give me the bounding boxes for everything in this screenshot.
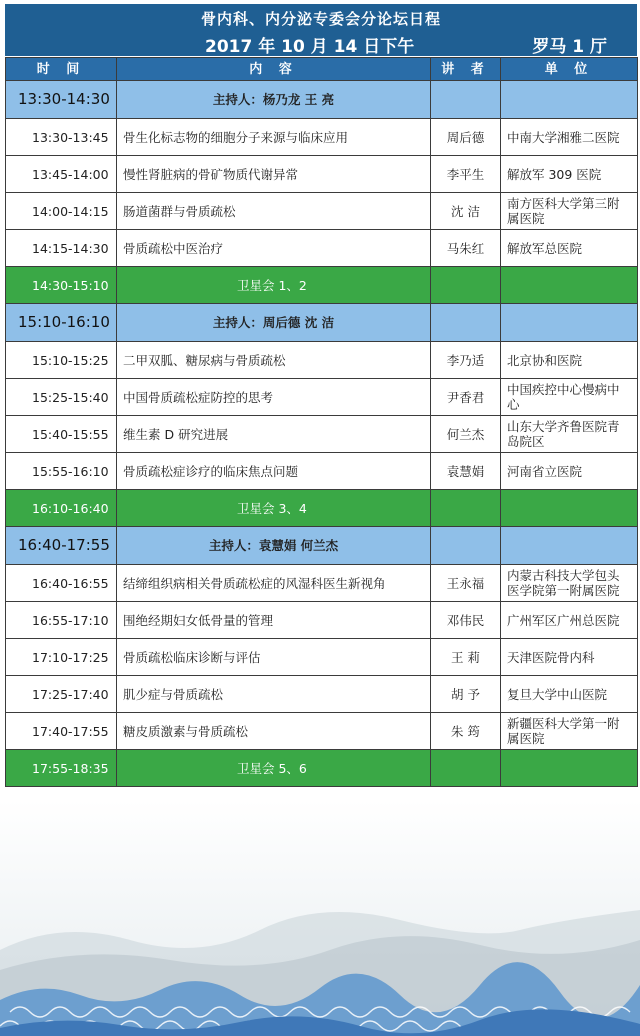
column-header-content: 内 容 [117,58,431,81]
schedule-room: 罗马 1 厅 [532,37,607,57]
column-header-time: 时 间 [6,58,117,81]
cell-speaker [431,750,501,787]
cell-content: 主持人：袁慧娟 何兰杰 [117,527,431,565]
cell-time: 16:40-17:55 [6,527,117,565]
cell-speaker [431,527,501,565]
cell-content: 骨生化标志物的细胞分子来源与临床应用 [117,119,431,156]
cell-content: 肠道菌群与骨质疏松 [117,193,431,230]
cell-unit [501,750,638,787]
cell-time: 17:55-18:35 [6,750,117,787]
session-chair-row [6,81,638,119]
cell-content: 骨质疏松症诊疗的临床焦点问题 [117,453,431,490]
column-header-unit: 单 位 [501,58,638,81]
cell-time: 13:30-13:45 [6,119,117,156]
cell-speaker [431,490,501,527]
cell-unit [501,527,638,565]
cell-speaker: 胡 予 [431,676,501,713]
satellite-break-row [6,490,638,527]
talk-row [6,676,638,713]
cell-unit: 南方医科大学第三附属医院 [501,193,638,230]
cell-time: 16:40-16:55 [6,565,117,602]
schedule-title: 骨内科、内分泌专委会分论坛日程 [200,10,441,28]
cell-content: 卫星会 1、2 [117,267,431,304]
satellite-break-row [6,267,638,304]
cell-unit: 北京协和医院 [501,342,638,379]
cell-speaker: 李平生 [431,156,501,193]
cell-unit: 山东大学齐鲁医院青岛院区 [501,416,638,453]
talk-row [6,193,638,230]
cell-time: 16:55-17:10 [6,602,117,639]
session-chair-row [6,304,638,342]
talk-row [6,119,638,156]
cell-time: 17:10-17:25 [6,639,117,676]
talk-row [6,230,638,267]
cell-speaker: 马朱红 [431,230,501,267]
cell-time: 15:40-15:55 [6,416,117,453]
cell-speaker: 王永福 [431,565,501,602]
talk-row [6,713,638,750]
cell-speaker: 何兰杰 [431,416,501,453]
cell-content: 肌少症与骨质疏松 [117,676,431,713]
cell-time: 17:25-17:40 [6,676,117,713]
cell-unit [501,490,638,527]
cell-content: 维生素 D 研究进展 [117,416,431,453]
cell-content: 卫星会 5、6 [117,750,431,787]
cell-time: 15:10-15:25 [6,342,117,379]
cell-content: 糖皮质激素与骨质疏松 [117,713,431,750]
cell-unit: 解放军总医院 [501,230,638,267]
talk-row [6,342,638,379]
cell-speaker: 周后德 [431,119,501,156]
cell-content: 骨质疏松中医治疗 [117,230,431,267]
cell-unit [501,267,638,304]
talk-row [6,416,638,453]
cell-speaker [431,304,501,342]
cell-time: 17:40-17:55 [6,713,117,750]
cell-time: 14:15-14:30 [6,230,117,267]
schedule-table [5,57,638,787]
cell-content: 主持人：周后德 沈 洁 [117,304,431,342]
cell-unit: 复旦大学中山医院 [501,676,638,713]
talk-row [6,602,638,639]
session-chair-row [6,527,638,565]
cell-unit [501,81,638,119]
talk-row [6,639,638,676]
cell-time: 14:30-15:10 [6,267,117,304]
cell-unit: 河南省立医院 [501,453,638,490]
cell-speaker: 沈 洁 [431,193,501,230]
cell-time: 15:55-16:10 [6,453,117,490]
cell-speaker: 朱 筠 [431,713,501,750]
cell-unit: 解放军 309 医院 [501,156,638,193]
cell-content: 中国骨质疏松症防控的思考 [117,379,431,416]
talk-row [6,565,638,602]
cell-unit: 内蒙古科技大学包头医学院第一附属医院 [501,565,638,602]
cell-content: 卫星会 3、4 [117,490,431,527]
cell-time: 16:10-16:40 [6,490,117,527]
schedule-rows [6,81,638,787]
schedule-date: 2017 年 10 月 14 日下午 [205,37,415,57]
cell-unit: 中南大学湘雅二医院 [501,119,638,156]
cell-speaker: 袁慧娟 [431,453,501,490]
cell-unit: 新疆医科大学第一附属医院 [501,713,638,750]
talk-row [6,156,638,193]
cell-time: 13:45-14:00 [6,156,117,193]
talk-row [6,453,638,490]
cell-unit: 中国疾控中心慢病中心 [501,379,638,416]
schedule-header [5,4,637,56]
column-header-speaker: 讲 者 [431,58,501,81]
cell-unit: 天津医院骨内科 [501,639,638,676]
talk-row [6,379,638,416]
cell-speaker [431,81,501,119]
cell-speaker: 邓伟民 [431,602,501,639]
cell-content: 骨质疏松临床诊断与评估 [117,639,431,676]
cell-time: 13:30-14:30 [6,81,117,119]
cell-unit: 广州军区广州总医院 [501,602,638,639]
cell-time: 14:00-14:15 [6,193,117,230]
satellite-break-row [6,750,638,787]
cell-content: 二甲双胍、糖尿病与骨质疏松 [117,342,431,379]
cell-content: 围绝经期妇女低骨量的管理 [117,602,431,639]
cell-unit [501,304,638,342]
cell-content: 慢性肾脏病的骨矿物质代谢异常 [117,156,431,193]
cell-content: 结缔组织病相关骨质疏松症的风湿科医生新视角 [117,565,431,602]
cell-speaker: 王 莉 [431,639,501,676]
cell-content: 主持人：杨乃龙 王 亮 [117,81,431,119]
table-header-row [6,58,638,81]
cell-speaker [431,267,501,304]
cell-time: 15:10-16:10 [6,304,117,342]
cell-speaker: 尹香君 [431,379,501,416]
cell-time: 15:25-15:40 [6,379,117,416]
decorative-wave-landscape [0,800,640,1036]
cell-speaker: 李乃适 [431,342,501,379]
